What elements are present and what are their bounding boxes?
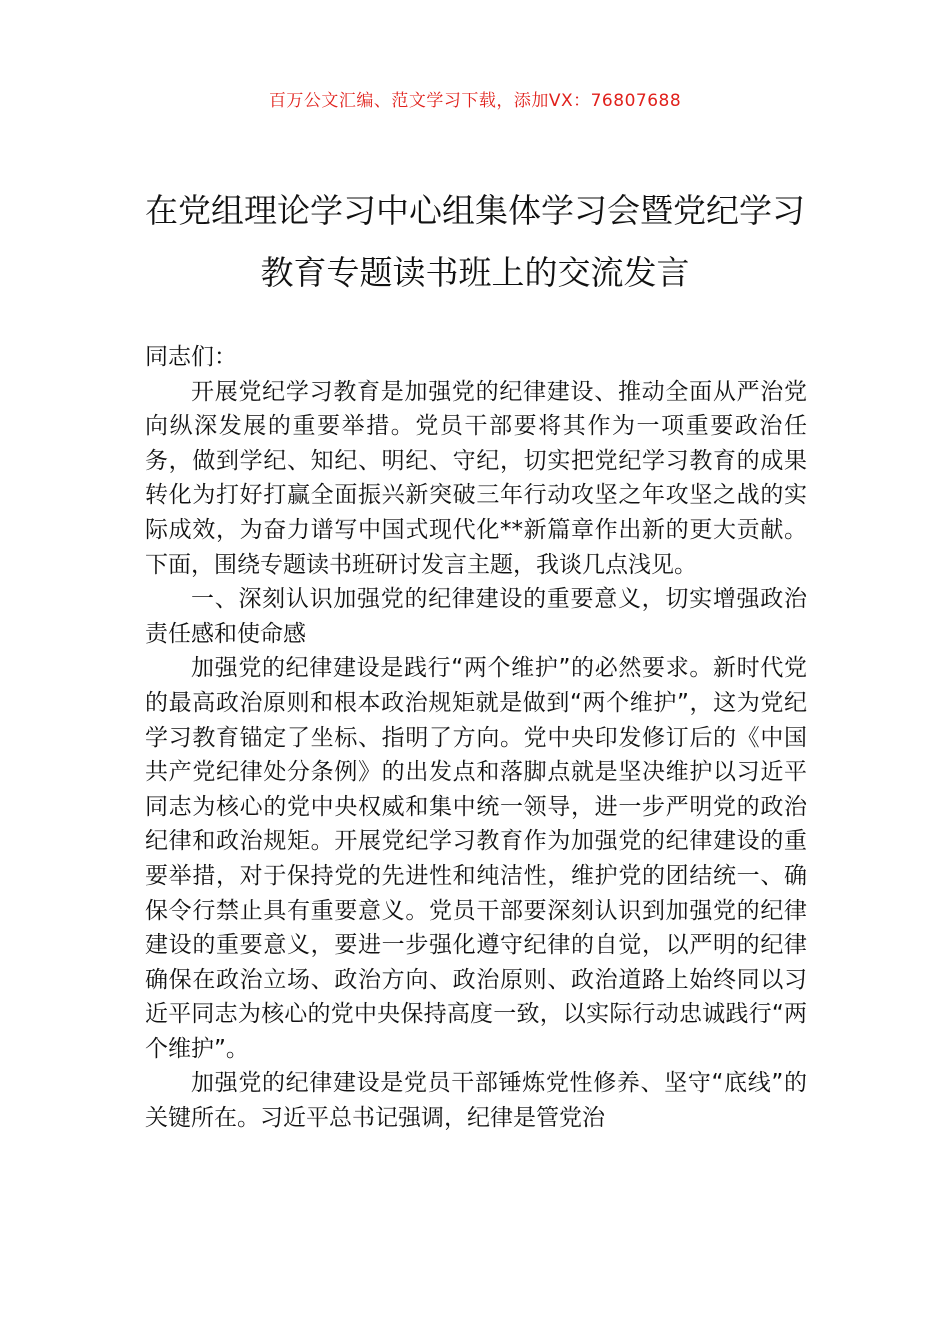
paragraph-party-spirit: 加强党的纪律建设是党员干部锤炼党性修养、坚守“底线”的关键所在。习近平总书记强调，纪律是管党治 <box>145 1070 807 1132</box>
download-watermark: 百万公文汇编、范文学习下载，添加VX：76807688 <box>268 91 682 111</box>
document-title: 在党组理论学习中心组集体学习会暨党纪学习教育专题读书班上的交流发言 <box>145 191 805 292</box>
paragraph-intro: 开展党纪学习教育是加强党的纪律建设、推动全面从严治党向纵深发展的重要举措。党员干部要将其作为一项重要政治任务，做到学纪、知纪、明纪、守纪，切实把党纪学习教育的成果转化为打好打赢全面振兴新突破三年行动攻坚之年攻坚之战的实际成效，为奋力谱写中国式现代化**新篇章作出新的更大贡献。下面，围绕专题读书班研讨发言主题，我谈几点浅见。 <box>145 378 807 578</box>
document-body <box>145 340 807 1136</box>
salutation: 同志们： <box>145 344 237 370</box>
section-heading-1: 一、深刻认识加强党的纪律建设的重要意义，切实增强政治责任感和使命感 <box>145 586 807 647</box>
paragraph-two-maintenances: 加强党的纪律建设是践行“两个维护”的必然要求。新时代党的最高政治原则和根本政治规矩就是做到“两个维护”，这为党纪学习教育锚定了坐标、指明了方向。党中央印发修订后的《中国共产党纪律处分条例》的出发点和落脚点就是坚决维护以习近平同志为核心的党中央权威和集中统一领导，进一步严明党的政治纪律和政治规矩。开展党纪学习教育作为加强党的纪律建设的重要举措，对于保持党的先进性和纯洁性，维护党的团结统一、确保令行禁止具有重要意义。党员干部要深刻认识到加强党的纪律建设的重要意义，要进一步强化遵守纪律的自觉，以严明的纪律确保在政治立场、政治方向、政治原则、政治道路上始终同以习近平同志为核心的党中央保持高度一致，以实际行动忠诚践行“两个维护”。 <box>145 655 807 1062</box>
